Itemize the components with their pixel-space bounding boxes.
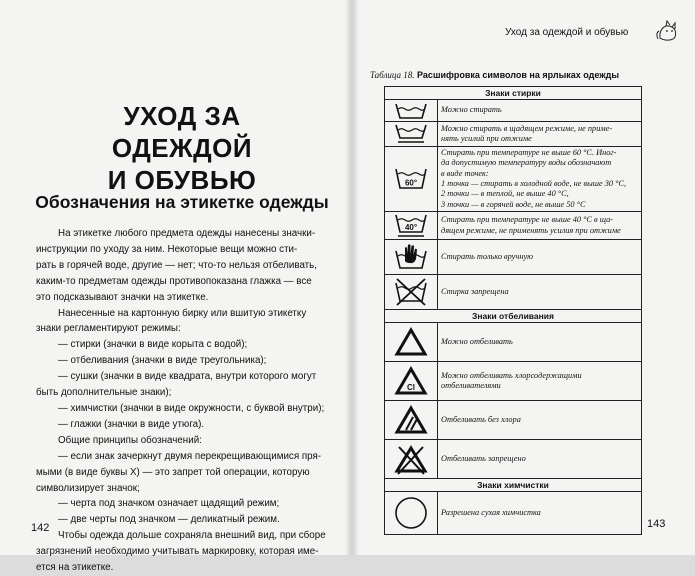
chapter-title-line: И ОБУВЬЮ	[107, 165, 257, 195]
body-line: ется на этикетке.	[36, 562, 114, 574]
body-line: каким-то предметам одежды противопоказана глажка — все	[36, 275, 312, 287]
table-caption	[370, 70, 619, 80]
body-line: мыми (в виде буквы X) — это запрет той операции, которую	[36, 466, 310, 478]
body-line: — две черты под значком — деликатный режим.	[58, 514, 280, 526]
no-wash-icon	[391, 277, 431, 307]
table-caption-label: Таблица 18.	[370, 70, 415, 80]
row-text: Отбеливать без хлора	[441, 414, 521, 424]
washing-section-title: Знаки стирки	[385, 87, 642, 100]
row-text: да допустимую температуру воды обозначают	[441, 158, 612, 168]
section-header-row	[385, 87, 642, 100]
row-text: Стирать при температуре не выше 40 °С в ща-	[441, 215, 614, 225]
row-text: Можно отбеливать	[441, 336, 513, 346]
washtub-gentle-icon	[391, 123, 431, 145]
body-line: это подсказывают значки на этикетке.	[36, 291, 209, 303]
body-line: — отбеливания (значки в виде треугольника);	[58, 355, 267, 367]
body-line: загрязнений необходимо учитывать маркировку, которая име-	[36, 546, 319, 558]
table-row	[385, 212, 642, 240]
no-bleach-icon	[391, 443, 431, 475]
body-line: — черта под значком означает щадящий режим;	[58, 498, 280, 510]
table-row	[385, 323, 642, 362]
table-caption-text: Расшифровка символов на ярлыках одежды	[417, 70, 620, 80]
row-text: Отбеливать запрещено	[441, 453, 526, 463]
page-number-right: 143	[647, 518, 666, 530]
bleach-no-chlorine-icon	[391, 404, 431, 436]
row-text: Можно стирать	[441, 105, 502, 115]
page-number-left: 142	[31, 522, 50, 534]
row-text: 2 точки — в теплой, не выше 40 °С,	[441, 189, 569, 199]
body-line: — глажки (значки в виде утюга).	[58, 418, 205, 430]
body-line: знаки регламентируют режимы:	[36, 323, 181, 335]
chlorine-badge: Cl	[407, 383, 415, 392]
chapter-title	[52, 100, 312, 196]
row-text: Стирать при температуре не выше 60 °С. Иног-	[441, 148, 617, 158]
washtub-60-icon	[391, 166, 431, 192]
right-page	[359, 0, 695, 555]
chapter-title-line: УХОД ЗА ОДЕЖДОЙ	[111, 101, 253, 163]
symbols-table	[384, 86, 642, 535]
row-text: Можно стирать в щадящем режиме, не приме-	[441, 123, 613, 133]
washtub-40-badge: 40°	[404, 222, 418, 232]
washtub-icon	[391, 101, 431, 121]
row-text: Можно отбеливать хлорсодержащими	[441, 370, 582, 380]
section-title: Обозначения на этикетке одежды	[35, 192, 329, 212]
row-text: в виде точек:	[441, 168, 489, 178]
cat-icon	[655, 18, 681, 44]
body-line: — стирки (значки в виде корыта с водой);	[58, 339, 248, 351]
table-row	[385, 275, 642, 310]
left-page	[0, 0, 345, 574]
body-line: инструкции по уходу за ним. Некоторые вещи можно сти-	[36, 243, 298, 255]
washtub-60-badge: 60°	[404, 178, 418, 188]
table-row	[385, 362, 642, 401]
body-line: — сушки (значки в виде квадрата, внутри которого могут	[58, 371, 317, 383]
row-text: Разрешена сухая химчистка	[441, 507, 541, 517]
table-row	[385, 492, 642, 535]
row-text: Стирка запрещена	[441, 286, 509, 296]
bleaching-section-title: Знаки отбеливания	[385, 310, 642, 323]
table-row	[385, 122, 642, 147]
body-line: На этикетке любого предмета одежды нанесены значки-	[58, 228, 316, 239]
body-line: Нанесенные на картонную бирку или вшитую этикетку	[58, 307, 307, 319]
body-text	[36, 226, 332, 576]
row-text: Стирать только вручную	[441, 251, 533, 261]
washtub-40-gentle-icon	[391, 213, 431, 239]
bleach-triangle-icon	[391, 326, 431, 358]
body-line: символизирует значок;	[36, 482, 140, 494]
table-row	[385, 401, 642, 440]
body-line: быть дополнительные знаки);	[36, 387, 172, 399]
body-line: — химчистки (значки в виде окружности, с буквой внутри);	[58, 402, 325, 414]
body-line: рать в горячей воде, другие — нет; что-то нельзя отбеливать,	[36, 259, 317, 271]
body-line: — если знак зачеркнут двумя перекрещивающимися пря-	[58, 450, 322, 462]
row-text: 3 точки — в горячей воде, не выше 50 °С	[441, 199, 586, 209]
row-text: отбеливателями	[441, 381, 501, 390]
running-head: Уход за одеждой и обувью	[505, 27, 629, 38]
bleach-chlorine-icon	[391, 365, 431, 397]
section-header-row	[385, 310, 642, 323]
row-text: 1 точка — стирать в холодной воде, не выше 30 °С,	[441, 179, 627, 188]
hand-wash-icon	[391, 242, 431, 272]
section-header-row	[385, 479, 642, 492]
table-row	[385, 440, 642, 479]
row-text: нять усилий при отжиме	[441, 134, 532, 143]
table-row	[385, 147, 642, 212]
book-gutter	[345, 0, 359, 555]
table-row	[385, 240, 642, 275]
body-line: Общие принципы обозначений:	[58, 434, 202, 446]
body-line: Чтобы одежда дольше сохраняла внешний вид, при сборе	[58, 530, 326, 542]
dry-clean-circle-icon	[391, 495, 431, 531]
drycleaning-section-title: Знаки химчистки	[385, 479, 642, 492]
row-text: дящем режиме, не применять усилия при отжиме	[441, 225, 621, 235]
table-row	[385, 100, 642, 122]
